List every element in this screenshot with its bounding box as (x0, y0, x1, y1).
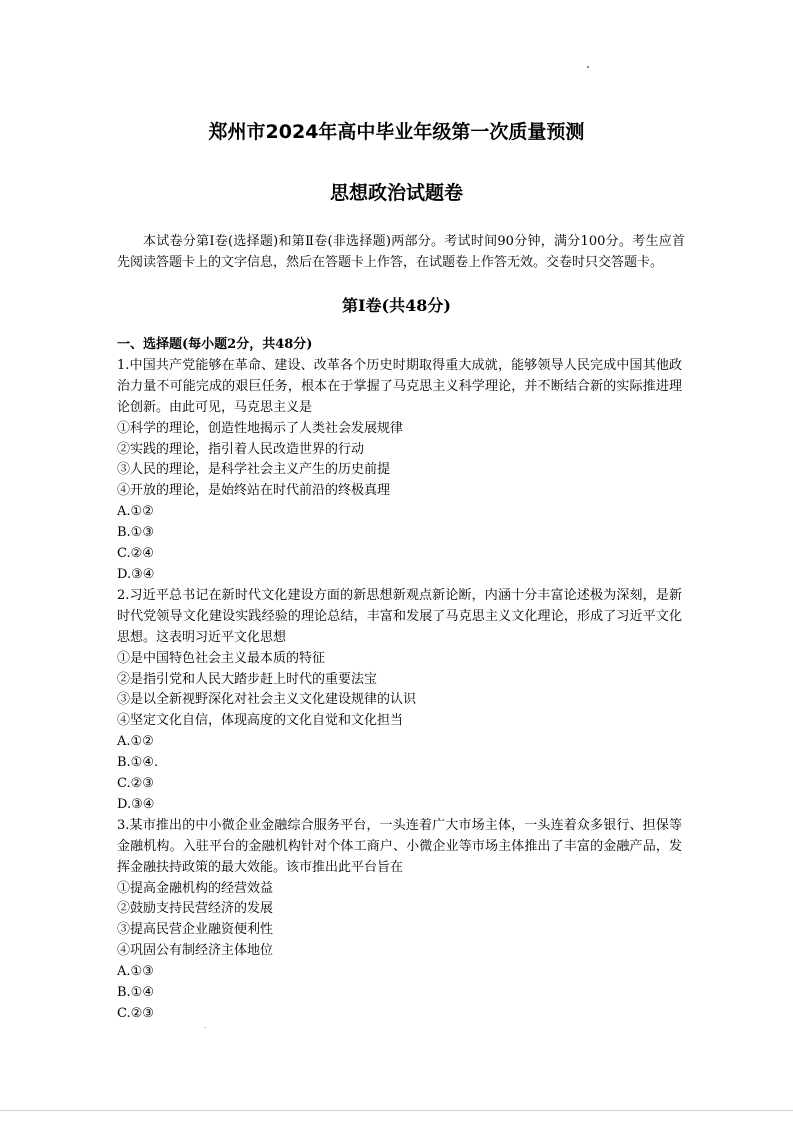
option: D.③④ (117, 566, 155, 582)
page-divider (0, 1110, 793, 1111)
option: A.①② (117, 504, 154, 520)
question-stem: 2.习近平总书记在新时代文化建设方面的新思想新观点新论断，内涵十分丰富论述极为深刻，是新时代党领导文化建设实践经验的理论总结，丰富和发展了马克思主义文化理论，形成了习近平文化思想。这表明习近平文化思想 (117, 587, 682, 645)
statement: ①是中国特色社会主义最本质的特征 (117, 650, 326, 666)
option: B.①④ (117, 985, 154, 1001)
statement: ②是指引党和人民大踏步赶上时代的重要法宝 (117, 671, 378, 687)
instructions-text: 本试卷分第Ⅰ卷(选择题)和第Ⅱ卷(非选择题)两部分。考试时间90分钟，满分100分。考生应首先阅读答题卡上的文字信息，然后在答题卡上作答，在试题卷上作答无效。交卷时只交答题卡。 (117, 234, 685, 270)
statement: ③提高民营企业融资便利性 (117, 922, 274, 938)
statement: ②实践的理论，指引着人民改造世界的行动 (117, 441, 365, 457)
option: A.①② (117, 734, 154, 750)
option: A.①③ (117, 964, 154, 980)
main-title: 郑州市2024年高中毕业年级第一次质量预测 (208, 121, 585, 143)
statement: ④开放的理论，是始终站在时代前沿的终极真理 (117, 483, 391, 499)
question-stem: 3.某市推出的中小微企业金融综合服务平台，一头连着广大市场主体，一头连着众多银行、担保等金融机构。入驻平台的金融机构针对个体工商户、小微企业等市场主体推出了丰富的金融产品，发挥金融扶持政策的最大效能。该市推出此平台旨在 (117, 817, 682, 875)
option: C.②④ (117, 546, 154, 562)
option: C.②③ (117, 776, 154, 792)
option: B.①③ (117, 525, 154, 541)
statement: ①提高金融机构的经营效益 (117, 880, 274, 896)
part-title: 第Ⅰ卷(共48分) (342, 296, 451, 315)
exam-instructions (117, 231, 685, 273)
sub-title: 思想政治试题卷 (329, 182, 463, 204)
option: B.①④. (117, 755, 159, 771)
question-1 (117, 356, 682, 586)
question-3 (117, 816, 682, 1025)
statement: ④坚定文化自信，体现高度的文化自觉和文化担当 (117, 713, 404, 729)
statement: ②鼓励支持民营经济的发展 (117, 901, 274, 917)
question-stem: 1.中国共产党能够在革命、建设、改革各个历史时期取得重大成就，能够领导人民完成中国其他政治力量不可能完成的艰巨任务，根本在于掌握了马克思主义科学理论，并不断结合新的实际推进理论创新。由此可见，马克思主义是 (117, 357, 682, 415)
decorative-dot (204, 1027, 206, 1028)
statement: ④巩固公有制经济主体地位 (117, 943, 274, 959)
option: C.②③ (117, 1006, 154, 1021)
decorative-dot (587, 66, 589, 68)
statement: ①科学的理论，创造性地揭示了人类社会发展规律 (117, 420, 404, 436)
question-2 (117, 586, 682, 816)
section-heading: 一、选择题(每小题2分，共48分) (117, 337, 313, 352)
option: D.③④ (117, 796, 155, 812)
question-list (117, 335, 682, 1025)
statement: ③是以全新视野深化对社会主义文化建设规律的认识 (117, 692, 417, 708)
statement: ③人民的理论，是科学社会主义产生的历史前提 (117, 462, 391, 478)
